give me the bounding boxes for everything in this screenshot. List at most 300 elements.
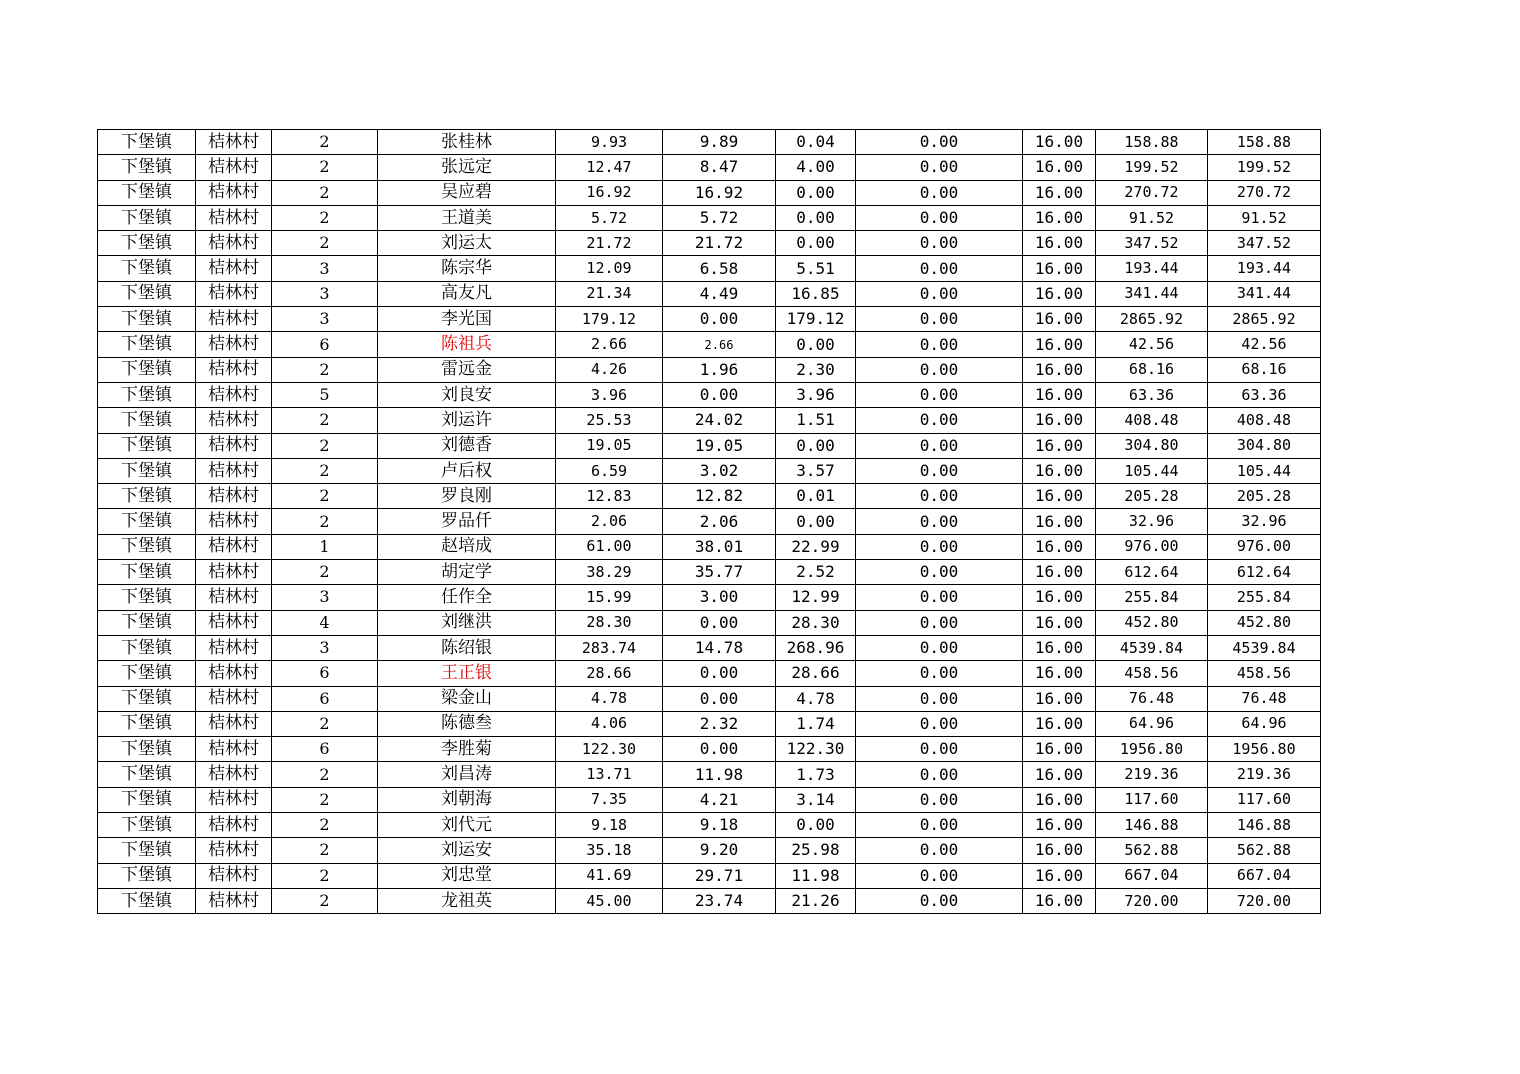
town-cell: 下堡镇 — [98, 585, 196, 610]
amount-cell: 976.00 — [1096, 534, 1208, 559]
name-cell: 刘良安 — [378, 382, 556, 407]
town-cell: 下堡镇 — [98, 231, 196, 256]
area-a-cell: 2.66 — [663, 332, 776, 357]
village-cell: 桔林村 — [196, 661, 272, 686]
town-cell: 下堡镇 — [98, 813, 196, 838]
name-cell: 李光国 — [378, 307, 556, 332]
area-b-cell: 0.00 — [776, 509, 856, 534]
area-total-cell: 19.05 — [556, 433, 663, 458]
name-cell: 胡定学 — [378, 560, 556, 585]
payable-cell: 219.36 — [1208, 762, 1321, 787]
amount-cell: 68.16 — [1096, 357, 1208, 382]
area-total-cell: 4.78 — [556, 686, 663, 711]
rate-cell: 16.00 — [1023, 408, 1096, 433]
area-a-cell: 0.00 — [663, 686, 776, 711]
village-cell: 桔林村 — [196, 838, 272, 863]
name-cell: 张远定 — [378, 155, 556, 180]
area-total-cell: 122.30 — [556, 737, 663, 762]
name-cell: 刘继洪 — [378, 610, 556, 635]
area-total-cell: 9.93 — [556, 130, 663, 155]
town-cell: 下堡镇 — [98, 205, 196, 230]
group-cell: 2 — [272, 155, 378, 180]
name-cell: 王正银 — [378, 661, 556, 686]
village-cell: 桔林村 — [196, 332, 272, 357]
amount-cell: 219.36 — [1096, 762, 1208, 787]
area-a-cell: 19.05 — [663, 433, 776, 458]
table-row — [98, 256, 1321, 281]
area-a-cell: 16.92 — [663, 180, 776, 205]
area-c-cell: 0.00 — [856, 205, 1023, 230]
area-total-cell: 21.72 — [556, 231, 663, 256]
area-c-cell: 0.00 — [856, 534, 1023, 559]
amount-cell: 193.44 — [1096, 256, 1208, 281]
area-b-cell: 12.99 — [776, 585, 856, 610]
name-cell: 张桂林 — [378, 130, 556, 155]
name-cell: 龙祖英 — [378, 888, 556, 913]
rate-cell: 16.00 — [1023, 382, 1096, 407]
area-a-cell: 9.18 — [663, 813, 776, 838]
village-cell: 桔林村 — [196, 281, 272, 306]
area-b-cell: 268.96 — [776, 635, 856, 660]
town-cell: 下堡镇 — [98, 787, 196, 812]
town-cell: 下堡镇 — [98, 509, 196, 534]
table-row — [98, 155, 1321, 180]
village-cell: 桔林村 — [196, 762, 272, 787]
group-cell: 2 — [272, 408, 378, 433]
rate-cell: 16.00 — [1023, 231, 1096, 256]
amount-cell: 458.56 — [1096, 661, 1208, 686]
payable-cell: 1956.80 — [1208, 737, 1321, 762]
area-total-cell: 15.99 — [556, 585, 663, 610]
area-a-cell: 3.02 — [663, 458, 776, 483]
amount-cell: 2865.92 — [1096, 307, 1208, 332]
area-b-cell: 3.57 — [776, 458, 856, 483]
table-row — [98, 711, 1321, 736]
town-cell: 下堡镇 — [98, 408, 196, 433]
rate-cell: 16.00 — [1023, 332, 1096, 357]
payable-cell: 68.16 — [1208, 357, 1321, 382]
amount-cell: 667.04 — [1096, 863, 1208, 888]
town-cell: 下堡镇 — [98, 610, 196, 635]
name-cell: 梁金山 — [378, 686, 556, 711]
group-cell: 2 — [272, 484, 378, 509]
area-a-cell: 9.89 — [663, 130, 776, 155]
name-cell: 刘忠堂 — [378, 863, 556, 888]
rate-cell: 16.00 — [1023, 762, 1096, 787]
table-body — [98, 130, 1321, 914]
area-c-cell: 0.00 — [856, 382, 1023, 407]
area-a-cell: 12.82 — [663, 484, 776, 509]
village-cell: 桔林村 — [196, 458, 272, 483]
rate-cell: 16.00 — [1023, 610, 1096, 635]
group-cell: 5 — [272, 382, 378, 407]
payable-cell: 562.88 — [1208, 838, 1321, 863]
area-a-cell: 4.49 — [663, 281, 776, 306]
area-total-cell: 41.69 — [556, 863, 663, 888]
area-b-cell: 0.00 — [776, 205, 856, 230]
payable-cell: 4539.84 — [1208, 635, 1321, 660]
area-c-cell: 0.00 — [856, 231, 1023, 256]
area-c-cell: 0.00 — [856, 635, 1023, 660]
rate-cell: 16.00 — [1023, 534, 1096, 559]
amount-cell: 117.60 — [1096, 787, 1208, 812]
town-cell: 下堡镇 — [98, 458, 196, 483]
area-total-cell: 25.53 — [556, 408, 663, 433]
area-b-cell: 3.96 — [776, 382, 856, 407]
area-c-cell: 0.00 — [856, 509, 1023, 534]
area-total-cell: 12.83 — [556, 484, 663, 509]
group-cell: 2 — [272, 130, 378, 155]
area-total-cell: 2.66 — [556, 332, 663, 357]
table-row — [98, 180, 1321, 205]
rate-cell: 16.00 — [1023, 711, 1096, 736]
name-cell: 陈绍银 — [378, 635, 556, 660]
group-cell: 2 — [272, 560, 378, 585]
area-total-cell: 38.29 — [556, 560, 663, 585]
name-cell: 任作全 — [378, 585, 556, 610]
area-total-cell: 28.66 — [556, 661, 663, 686]
payable-cell: 255.84 — [1208, 585, 1321, 610]
town-cell: 下堡镇 — [98, 130, 196, 155]
amount-cell: 91.52 — [1096, 205, 1208, 230]
area-b-cell: 2.30 — [776, 357, 856, 382]
name-cell: 陈祖兵 — [378, 332, 556, 357]
name-cell: 刘德香 — [378, 433, 556, 458]
area-c-cell: 0.00 — [856, 560, 1023, 585]
table-row — [98, 888, 1321, 913]
name-cell: 刘昌涛 — [378, 762, 556, 787]
town-cell: 下堡镇 — [98, 307, 196, 332]
group-cell: 3 — [272, 585, 378, 610]
area-b-cell: 11.98 — [776, 863, 856, 888]
village-cell: 桔林村 — [196, 382, 272, 407]
town-cell: 下堡镇 — [98, 762, 196, 787]
table-row — [98, 838, 1321, 863]
payable-cell: 64.96 — [1208, 711, 1321, 736]
area-total-cell: 21.34 — [556, 281, 663, 306]
village-cell: 桔林村 — [196, 635, 272, 660]
rate-cell: 16.00 — [1023, 256, 1096, 281]
group-cell: 3 — [272, 635, 378, 660]
payable-cell: 117.60 — [1208, 787, 1321, 812]
rate-cell: 16.00 — [1023, 281, 1096, 306]
area-b-cell: 16.85 — [776, 281, 856, 306]
area-total-cell: 6.59 — [556, 458, 663, 483]
amount-cell: 255.84 — [1096, 585, 1208, 610]
area-c-cell: 0.00 — [856, 610, 1023, 635]
village-cell: 桔林村 — [196, 560, 272, 585]
area-a-cell: 2.06 — [663, 509, 776, 534]
group-cell: 2 — [272, 433, 378, 458]
payable-cell: 91.52 — [1208, 205, 1321, 230]
area-c-cell: 0.00 — [856, 458, 1023, 483]
rate-cell: 16.00 — [1023, 180, 1096, 205]
area-a-cell: 35.77 — [663, 560, 776, 585]
group-cell: 2 — [272, 711, 378, 736]
rate-cell: 16.00 — [1023, 155, 1096, 180]
area-b-cell: 0.00 — [776, 180, 856, 205]
land-record-table — [97, 129, 1321, 914]
group-cell: 2 — [272, 231, 378, 256]
group-cell: 2 — [272, 863, 378, 888]
rate-cell: 16.00 — [1023, 560, 1096, 585]
area-total-cell: 4.26 — [556, 357, 663, 382]
group-cell: 1 — [272, 534, 378, 559]
area-b-cell: 0.00 — [776, 332, 856, 357]
table-row — [98, 205, 1321, 230]
village-cell: 桔林村 — [196, 256, 272, 281]
table-row — [98, 585, 1321, 610]
group-cell: 2 — [272, 762, 378, 787]
payable-cell: 347.52 — [1208, 231, 1321, 256]
area-c-cell: 0.00 — [856, 787, 1023, 812]
rate-cell: 16.00 — [1023, 357, 1096, 382]
table-row — [98, 484, 1321, 509]
area-c-cell: 0.00 — [856, 863, 1023, 888]
area-a-cell: 38.01 — [663, 534, 776, 559]
town-cell: 下堡镇 — [98, 332, 196, 357]
area-a-cell: 1.96 — [663, 357, 776, 382]
area-a-cell: 21.72 — [663, 231, 776, 256]
area-b-cell: 122.30 — [776, 737, 856, 762]
town-cell: 下堡镇 — [98, 281, 196, 306]
payable-cell: 105.44 — [1208, 458, 1321, 483]
area-a-cell: 0.00 — [663, 307, 776, 332]
group-cell: 2 — [272, 458, 378, 483]
town-cell: 下堡镇 — [98, 560, 196, 585]
village-cell: 桔林村 — [196, 585, 272, 610]
village-cell: 桔林村 — [196, 863, 272, 888]
rate-cell: 16.00 — [1023, 813, 1096, 838]
village-cell: 桔林村 — [196, 787, 272, 812]
name-cell: 刘朝海 — [378, 787, 556, 812]
area-c-cell: 0.00 — [856, 686, 1023, 711]
area-c-cell: 0.00 — [856, 332, 1023, 357]
area-a-cell: 23.74 — [663, 888, 776, 913]
amount-cell: 199.52 — [1096, 155, 1208, 180]
rate-cell: 16.00 — [1023, 130, 1096, 155]
area-a-cell: 8.47 — [663, 155, 776, 180]
area-b-cell: 0.01 — [776, 484, 856, 509]
area-b-cell: 28.30 — [776, 610, 856, 635]
area-b-cell: 5.51 — [776, 256, 856, 281]
area-total-cell: 3.96 — [556, 382, 663, 407]
area-c-cell: 0.00 — [856, 813, 1023, 838]
area-b-cell: 21.26 — [776, 888, 856, 913]
area-c-cell: 0.00 — [856, 585, 1023, 610]
amount-cell: 158.88 — [1096, 130, 1208, 155]
group-cell: 2 — [272, 509, 378, 534]
payable-cell: 2865.92 — [1208, 307, 1321, 332]
village-cell: 桔林村 — [196, 813, 272, 838]
area-a-cell: 0.00 — [663, 610, 776, 635]
table-row — [98, 635, 1321, 660]
area-b-cell: 4.78 — [776, 686, 856, 711]
town-cell: 下堡镇 — [98, 686, 196, 711]
rate-cell: 16.00 — [1023, 661, 1096, 686]
group-cell: 2 — [272, 813, 378, 838]
area-total-cell: 4.06 — [556, 711, 663, 736]
payable-cell: 32.96 — [1208, 509, 1321, 534]
group-cell: 6 — [272, 661, 378, 686]
area-a-cell: 4.21 — [663, 787, 776, 812]
amount-cell: 32.96 — [1096, 509, 1208, 534]
payable-cell: 458.56 — [1208, 661, 1321, 686]
group-cell: 3 — [272, 307, 378, 332]
name-cell: 高友凡 — [378, 281, 556, 306]
payable-cell: 304.80 — [1208, 433, 1321, 458]
town-cell: 下堡镇 — [98, 433, 196, 458]
table-row — [98, 382, 1321, 407]
amount-cell: 304.80 — [1096, 433, 1208, 458]
rate-cell: 16.00 — [1023, 585, 1096, 610]
amount-cell: 347.52 — [1096, 231, 1208, 256]
area-c-cell: 0.00 — [856, 711, 1023, 736]
amount-cell: 42.56 — [1096, 332, 1208, 357]
table-row — [98, 130, 1321, 155]
area-b-cell: 0.00 — [776, 231, 856, 256]
village-cell: 桔林村 — [196, 610, 272, 635]
amount-cell: 146.88 — [1096, 813, 1208, 838]
payable-cell: 976.00 — [1208, 534, 1321, 559]
payable-cell: 63.36 — [1208, 382, 1321, 407]
village-cell: 桔林村 — [196, 509, 272, 534]
table-row — [98, 408, 1321, 433]
payable-cell: 408.48 — [1208, 408, 1321, 433]
area-c-cell: 0.00 — [856, 737, 1023, 762]
table-row — [98, 737, 1321, 762]
amount-cell: 1956.80 — [1096, 737, 1208, 762]
area-b-cell: 1.73 — [776, 762, 856, 787]
village-cell: 桔林村 — [196, 484, 272, 509]
area-a-cell: 9.20 — [663, 838, 776, 863]
payable-cell: 158.88 — [1208, 130, 1321, 155]
area-b-cell: 2.52 — [776, 560, 856, 585]
payable-cell: 612.64 — [1208, 560, 1321, 585]
rate-cell: 16.00 — [1023, 838, 1096, 863]
village-cell: 桔林村 — [196, 357, 272, 382]
area-b-cell: 1.74 — [776, 711, 856, 736]
name-cell: 罗品仟 — [378, 509, 556, 534]
village-cell: 桔林村 — [196, 888, 272, 913]
rate-cell: 16.00 — [1023, 737, 1096, 762]
village-cell: 桔林村 — [196, 180, 272, 205]
rate-cell: 16.00 — [1023, 686, 1096, 711]
village-cell: 桔林村 — [196, 534, 272, 559]
group-cell: 2 — [272, 888, 378, 913]
table-row — [98, 560, 1321, 585]
area-b-cell: 1.51 — [776, 408, 856, 433]
area-total-cell: 7.35 — [556, 787, 663, 812]
area-a-cell: 5.72 — [663, 205, 776, 230]
area-c-cell: 0.00 — [856, 155, 1023, 180]
area-total-cell: 179.12 — [556, 307, 663, 332]
rate-cell: 16.00 — [1023, 458, 1096, 483]
area-c-cell: 0.00 — [856, 433, 1023, 458]
table-row — [98, 762, 1321, 787]
payable-cell: 76.48 — [1208, 686, 1321, 711]
payable-cell: 205.28 — [1208, 484, 1321, 509]
village-cell: 桔林村 — [196, 155, 272, 180]
table-row — [98, 433, 1321, 458]
group-cell: 2 — [272, 357, 378, 382]
table-row — [98, 813, 1321, 838]
area-c-cell: 0.00 — [856, 256, 1023, 281]
area-c-cell: 0.00 — [856, 180, 1023, 205]
rate-cell: 16.00 — [1023, 509, 1096, 534]
village-cell: 桔林村 — [196, 307, 272, 332]
amount-cell: 4539.84 — [1096, 635, 1208, 660]
area-total-cell: 61.00 — [556, 534, 663, 559]
table-row — [98, 863, 1321, 888]
area-c-cell: 0.00 — [856, 661, 1023, 686]
amount-cell: 63.36 — [1096, 382, 1208, 407]
town-cell: 下堡镇 — [98, 180, 196, 205]
area-total-cell: 12.47 — [556, 155, 663, 180]
table-row — [98, 332, 1321, 357]
village-cell: 桔林村 — [196, 231, 272, 256]
town-cell: 下堡镇 — [98, 534, 196, 559]
payable-cell: 199.52 — [1208, 155, 1321, 180]
area-a-cell: 0.00 — [663, 661, 776, 686]
table-row — [98, 458, 1321, 483]
town-cell: 下堡镇 — [98, 737, 196, 762]
town-cell: 下堡镇 — [98, 711, 196, 736]
amount-cell: 205.28 — [1096, 484, 1208, 509]
area-c-cell: 0.00 — [856, 762, 1023, 787]
area-b-cell: 3.14 — [776, 787, 856, 812]
rate-cell: 16.00 — [1023, 307, 1096, 332]
area-a-cell: 3.00 — [663, 585, 776, 610]
town-cell: 下堡镇 — [98, 357, 196, 382]
area-a-cell: 11.98 — [663, 762, 776, 787]
payable-cell: 341.44 — [1208, 281, 1321, 306]
name-cell: 赵培成 — [378, 534, 556, 559]
group-cell: 2 — [272, 838, 378, 863]
group-cell: 6 — [272, 332, 378, 357]
town-cell: 下堡镇 — [98, 484, 196, 509]
name-cell: 陈德叁 — [378, 711, 556, 736]
name-cell: 卢后权 — [378, 458, 556, 483]
group-cell: 2 — [272, 205, 378, 230]
town-cell: 下堡镇 — [98, 863, 196, 888]
area-total-cell: 28.30 — [556, 610, 663, 635]
name-cell: 罗良刚 — [378, 484, 556, 509]
name-cell: 王道美 — [378, 205, 556, 230]
name-cell: 李胜菊 — [378, 737, 556, 762]
name-cell: 吴应碧 — [378, 180, 556, 205]
area-c-cell: 0.00 — [856, 130, 1023, 155]
name-cell: 刘代元 — [378, 813, 556, 838]
village-cell: 桔林村 — [196, 433, 272, 458]
amount-cell: 452.80 — [1096, 610, 1208, 635]
town-cell: 下堡镇 — [98, 635, 196, 660]
amount-cell: 105.44 — [1096, 458, 1208, 483]
rate-cell: 16.00 — [1023, 433, 1096, 458]
name-cell: 刘运许 — [378, 408, 556, 433]
group-cell: 6 — [272, 686, 378, 711]
area-a-cell: 0.00 — [663, 737, 776, 762]
table-row — [98, 509, 1321, 534]
amount-cell: 720.00 — [1096, 888, 1208, 913]
area-b-cell: 22.99 — [776, 534, 856, 559]
payable-cell: 270.72 — [1208, 180, 1321, 205]
area-c-cell: 0.00 — [856, 307, 1023, 332]
area-a-cell: 24.02 — [663, 408, 776, 433]
area-total-cell: 2.06 — [556, 509, 663, 534]
area-total-cell: 283.74 — [556, 635, 663, 660]
name-cell: 刘运太 — [378, 231, 556, 256]
